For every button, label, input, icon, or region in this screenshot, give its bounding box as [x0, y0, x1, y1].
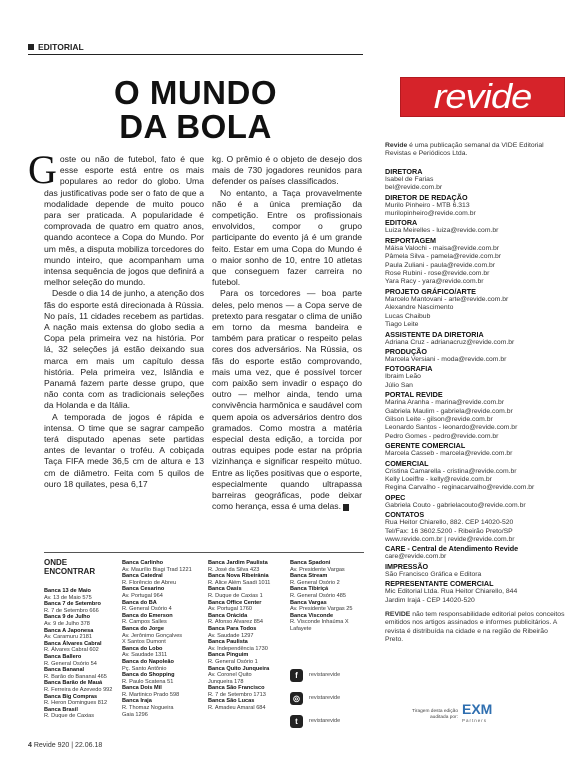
newsstand-name: Banca do Napoleão: [122, 658, 174, 665]
newsstand-address: R. 7 de Setembro 1713: [208, 691, 266, 698]
newsstand-name: Banca Pinguim: [208, 652, 249, 659]
newsstand-name: Banca 7 de Setembro: [44, 601, 101, 608]
newsstand-address: Gaia 1296: [122, 711, 148, 718]
section-tag: [28, 42, 84, 52]
newsstand-address: R. Florêncio de Abreu: [122, 579, 177, 586]
masthead-line: Leonardo Santos - leonardo@revide.com.br: [385, 424, 518, 432]
section-label: EDITORIAL: [38, 42, 84, 52]
newsstand-address: Av. Portugal 964: [122, 592, 163, 599]
newsstand-name: Banca Visconde: [290, 612, 334, 619]
newsstand-address: R. Amadeu Amaral 684: [208, 705, 266, 712]
newsstand-address: R. 7 de Setembro 666: [44, 607, 99, 614]
social-handle: revistarevide: [309, 718, 341, 724]
social-handle: revistarevide: [309, 695, 341, 701]
newsstand-address: Av. Jerônimo Gonçalves: [122, 632, 183, 639]
newsstand-name: Banca Big Compras: [44, 693, 98, 700]
newsstand-name: Banca Orácida: [208, 612, 248, 619]
social-link[interactable]: [290, 668, 340, 682]
social-link[interactable]: [290, 691, 340, 705]
masthead-line: Tiago Leite: [385, 321, 419, 329]
newsstand-address: R. José da Silva 423: [208, 566, 260, 573]
masthead-line: Regina Carvalho - reginacarvalho@revide.com.br: [385, 484, 535, 492]
audit-badge: [410, 703, 492, 727]
masthead-line: Pedro Gomes - pedro@revide.com.br: [385, 432, 499, 440]
newsstand-address: R. Visconde Inhaúma X: [290, 619, 349, 626]
page-footer: [28, 742, 102, 749]
exm-logo: EXM Partners: [462, 701, 493, 723]
masthead-line: Lucas Chaibub: [385, 312, 431, 320]
masthead-line: Jardim Irajá - CEP 14020-520: [385, 596, 475, 604]
article-column-2: [212, 154, 362, 513]
masthead-line: Rose Rubini - rose@revide.com.br: [385, 270, 490, 278]
newsstand-name: Banca Vargas: [290, 599, 327, 606]
newsstand-name: Banca Brasil: [44, 706, 78, 713]
newsstand-address: Av. Portugal 1760: [208, 606, 252, 613]
newsstand-name: Banca Cesarino: [122, 586, 165, 593]
newsstand-name: Banca Para Todos: [208, 625, 257, 632]
masthead-line: Gabriela Couto - gabrielacouto@revide.com.br: [385, 501, 526, 509]
masthead-line: Luiza Meirelles - luiza@revide.com.br: [385, 227, 499, 235]
newsstand-address: R. Campos Salles: [122, 619, 167, 626]
newsstand-name: Banca do Lobo: [122, 645, 163, 652]
newsstand-name: Banca São Lucas: [208, 698, 255, 705]
newsstand-name: Banca do BA: [122, 599, 157, 606]
article-column-1: [28, 147, 204, 513]
end-mark-icon: [343, 504, 349, 511]
masthead-intro: Revide é uma publicação semanal da VIDE Editorial Revistas e Periódicos Ltda.: [385, 142, 544, 158]
masthead-line: Marcela Versiani - moda@revide.com.br: [385, 355, 507, 363]
audit-note: Tiragem desta edição auditada por:: [412, 709, 458, 720]
masthead-heading: PORTAL REVIDE: [385, 390, 443, 400]
masthead-line: www.revide.com.br | revide@revide.com.br: [385, 536, 515, 543]
newsstand-name: Banca Paulista: [208, 639, 248, 646]
newsstand-name: Banca Álvares Cabral: [44, 640, 102, 647]
masthead-disclaimer: REVIDE não tem responsabilidade editorial pelos conceitos emitidos nos artigos assinados e informes publicitários. A revista é distribuída na cidade e na região de Ribeirão Preto.: [385, 611, 565, 644]
article-paragraph: Para os torcedores — boa parte deles, pelo menos — a Copa serve de pretexto para resgatar o clima de união em torno da mesma bandeira e também para praticar o respeito pelas cores dos adversários. Na Rússia, os fãs do esporte estão comprovando, mais uma vez, que é possível torcer com paixão sem invadir o espaço do outro — melhor ainda, tendo uma convivência harmônica e saudável com quem apoia os adversários dentro dos gramados. Como mostra a matéria especial desta edição, a torcida por outras equipes pode estar na própria vizinhança e significar respeito mútuo. Entre as lições positivas que o esporte, especialmente quando ultrapassa barreiras geográficas, pode deixar como herança, essa é uma delas.: [212, 288, 362, 512]
masthead-line: Cristina Camarella - cristina@revide.com.br: [385, 467, 517, 475]
issue-info: Revide 920 | 22.06.18: [33, 742, 103, 749]
newsstand-name: Banca Office Center: [208, 599, 262, 606]
masthead-line: Tel/Fax: 16 3602.5200 - Ribeirão Preto/SP: [385, 527, 513, 535]
newsstand-address: Av. Caramuru 2181: [44, 634, 92, 641]
newsstand-address: R. Afonso Alvarez 854: [208, 619, 264, 626]
social-link[interactable]: [290, 714, 340, 728]
masthead-line: Paula Zuliani - paula@revide.com.br: [385, 261, 496, 269]
article-paragraph: Desde o dia 14 de junho, a atenção dos fãs do esporte está direcionada à Rússia. No país, 11 cidades recebem as partidas. A nação mais extensa do globo sedia a Copa pela primeira vez na história. Por lá, 32 seleções já estão deixando sua marca em mais um capítulo dessa história. Pela primeira vez, Islândia e Panamá fazem parte desse grupo, que não conta com as tradicionais seleções da Holanda e da Itália.: [44, 288, 204, 411]
newsstand-name: Banca Nova Ribeirânia: [208, 573, 269, 580]
newsstand-name: Banca Spadoni: [290, 560, 331, 566]
newsstand-column: [122, 560, 202, 718]
masthead-heading: COMERCIAL: [385, 458, 429, 468]
masthead: [385, 142, 565, 645]
newsstand-name: Banca Oasis: [208, 586, 242, 593]
masthead-line: Murilo Pinheiro - MTB 6.313: [385, 201, 470, 209]
section-square-icon: [28, 44, 34, 50]
masthead-heading: DIRETOR DE REDAÇÃO: [385, 192, 468, 202]
masthead-line: Ibraim Leão: [385, 373, 421, 381]
newsstand-name: Banca 13 de Maio: [44, 588, 91, 594]
newsstand-name: Banca do Jorge: [122, 625, 164, 632]
newsstand-address: R. Barão do Bananal 465: [44, 673, 107, 680]
newsstand-address: R. Álvares Cabral 602: [44, 647, 99, 654]
newsstand-column: [290, 560, 370, 633]
newsstand-name: Banca Barão de Mauá: [44, 680, 103, 687]
drop-cap: G: [28, 147, 57, 192]
newsstand-column: [208, 560, 288, 712]
newsstand-address: R. General Osório 4: [122, 606, 172, 613]
newsstand-name: Banca Carlinho: [122, 560, 164, 566]
newsstand-address: R. Paulo Scatena 51: [122, 678, 174, 685]
masthead-line: Marcelo Mantovani - arte@revide.com.br: [385, 295, 509, 303]
newsstand-name: Banca 9 de Julho: [44, 614, 91, 621]
newsstand-address: R. General Osório 485: [290, 592, 346, 599]
newsstand-column: [44, 588, 124, 720]
newsstand-name: Banca Jardim Paulista: [208, 560, 268, 566]
masthead-heading: PRODUÇÃO: [385, 346, 427, 356]
masthead-line: Rua Heitor Chiarello, 882. CEP 14020-520: [385, 519, 514, 527]
newsstand-address: X Santos Dumont: [122, 639, 166, 646]
newsstand-address: R. General Osório 1: [208, 658, 258, 665]
newsstand-address: Av. Maurílio Biagi Trad 1221: [122, 566, 192, 573]
headline-line-2: DA BOLA: [119, 108, 272, 145]
newsstand-address: R. Heron Domingues 812: [44, 700, 108, 707]
masthead-line: Máisa Valochi - maisa@revide.com.br: [385, 244, 500, 252]
instagram-icon: ◎: [290, 692, 303, 705]
masthead-heading: FOTOGRAFIA: [385, 364, 433, 374]
masthead-heading: REPORTAGEM: [385, 235, 436, 245]
revide-logo: revide: [400, 77, 565, 117]
onde-encontrar-title: ONDE ENCONTRAR: [44, 558, 96, 576]
newsstand-address: Av. Independência 1730: [208, 645, 268, 652]
newsstand-name: Banca Quito Junqueira: [208, 665, 270, 672]
newsstand-address: Av. Saudade 1311: [122, 652, 168, 659]
masthead-heading: OPEC: [385, 492, 406, 502]
masthead-line: Mic Editorial Ltda. Rua Heitor Chiarello, 844: [385, 588, 518, 596]
article-paragraph: No entanto, a Taça provavelmente não é a única premiação da competição. Entre os profissionais envolvidos, compor o grupo participante do evento já é um grande feito. Estar em uma Copa do Mundo é o maior sonho de 10, entre 10 atletas que conseguem fazer carreira no futebol.: [212, 187, 362, 288]
newsstand-address: Av. Saudade 1297: [208, 632, 254, 639]
newsstand-address: Pç. Santo Antônio: [122, 665, 167, 672]
newsstand-name: Banca Ballero: [44, 653, 82, 660]
newsstand-address: Junqueira 178: [208, 678, 244, 685]
masthead-heading: ASSISTENTE DA DIRETORIA: [385, 329, 484, 339]
article-paragraph: kg. O prêmio é o objeto de desejo dos mais de 730 jogadores reunidos para defender os países classificados.: [212, 154, 362, 187]
headline: [28, 76, 363, 144]
newsstand-address: Av. Presidente Vargas 25: [290, 606, 353, 613]
newsstand-name: Banca Iraja: [122, 698, 152, 705]
article-body: [28, 147, 362, 513]
masthead-heading: REPRESENTANTE COMERCIAL: [385, 579, 494, 589]
masthead-line: Isabel de Farias: [385, 175, 434, 183]
facebook-icon: f: [290, 669, 303, 682]
masthead-heading: EDITORA: [385, 218, 418, 228]
newsstand-name: Banca Stream: [290, 573, 328, 580]
newsstand-name: Banca Bananal: [44, 667, 85, 674]
masthead-heading: CARE - Central de Atendimento Revide: [385, 544, 519, 554]
newsstand-address: R. General Osório 54: [44, 660, 97, 667]
newsstand-address: R. Alice Além Saadi 1011: [208, 579, 271, 586]
masthead-line: São Francisco Gráfica e Editora: [385, 570, 482, 578]
masthead-line: Gilson Leite - gilson@revide.com.br: [385, 415, 493, 423]
newsstand-name: Banca São Francisco: [208, 685, 265, 692]
newsstand-address: Av. Coronel Quito: [208, 672, 252, 679]
masthead-line: murilopinheiro@revide.com.br: [385, 210, 476, 218]
newsstand-name: Banca Dois Mil: [122, 685, 162, 692]
newsstand-address: R. Duque de Caxias 1: [208, 592, 263, 599]
newsstand-name: Banca do Emerson: [122, 612, 173, 619]
newsstand-address: R. Ferreira de Azevedo 992: [44, 686, 113, 693]
newsstand-address: R. Duque de Caxias: [44, 713, 95, 720]
headline-line-1: O MUNDO: [114, 74, 277, 111]
masthead-line: Adriana Cruz - adrianacruz@revide.com.br: [385, 338, 515, 346]
article-paragraph: Goste ou não de futebol, fato é que esse esporte está entre os mais populares ao redor do globo. Uma das justificativas pode ser o fato de que a modalidade depende de muito pouco para ser praticada. A popularidade é comprovada de quatro em quatro anos, quando acontece a Copa do Mundo. Por um mês, a disputa mobiliza torcedores do mundo inteiro, que acompanham uma intensa sequência de jogos que definirá a melhor seleção do mundo.: [28, 147, 204, 288]
masthead-line: Pâmela Silva - pamela@revide.com.br: [385, 253, 502, 261]
newsstand-name: Banca do Shopping: [122, 672, 175, 679]
masthead-line: Gabriela Maulim - gabriela@revide.com.br: [385, 407, 513, 415]
masthead-line: care@revide.com.br: [385, 553, 447, 561]
masthead-heading: DIRETORA: [385, 166, 423, 176]
newsstand-address: R. General Osório 2: [290, 579, 340, 586]
masthead-heading: GERENTE COMERCIAL: [385, 441, 466, 451]
masthead-line: Marcela Casseb - marcela@revide.com.br: [385, 450, 513, 458]
masthead-line: Júlio San: [385, 381, 413, 389]
newsstand-name: Banca A Japonesa: [44, 627, 94, 634]
social-links: [290, 668, 340, 737]
masthead-heading: CONTATOS: [385, 510, 425, 520]
masthead-line: bel@revide.com.br: [385, 184, 443, 192]
social-handle: revistarevide: [309, 672, 341, 678]
page-number: 4: [28, 742, 32, 749]
newsstand-address: Av. Presidente Vargas: [290, 566, 345, 573]
article-paragraph: A temporada de jogos é rápida e intensa. O time que se sagrar campeão terá disputado apenas sete partidas antes de levantar o troféu. A cobiçada Taça FIFA mede 36,5 cm de altura e 13 cm de diâmetro. Feita com 5 quilos de ouro 18 quilates, pesa 6,17: [44, 411, 204, 489]
newsstand-address: Lafayete: [290, 625, 312, 632]
top-rule: [28, 54, 363, 55]
newsstand-name: Banca Tibiriçá: [290, 586, 329, 593]
onde-rule: [44, 552, 364, 553]
masthead-line: Kelly Loeiffre - kelly@revide.com.br: [385, 475, 492, 483]
newsstand-address: Av. 13 de Maio 575: [44, 594, 92, 601]
masthead-line: Alexandre Nascimento: [385, 304, 454, 312]
newsstand-address: Av. 9 de Julho 378: [44, 620, 90, 627]
masthead-heading: PROJETO GRÁFICO/ARTE: [385, 286, 476, 296]
newsstand-name: Banca Catedral: [122, 573, 163, 580]
masthead-line: Yara Racy - yara@revide.com.br: [385, 278, 484, 286]
twitter-icon: t: [290, 715, 303, 728]
masthead-heading: IMPRESSÃO: [385, 561, 429, 571]
masthead-line: Marina Aranha - marina@revide.com.br: [385, 399, 505, 407]
newsstand-address: R. Thomaz Nogueira: [122, 705, 174, 712]
newsstand-address: R. Martinico Prado 598: [122, 691, 180, 698]
